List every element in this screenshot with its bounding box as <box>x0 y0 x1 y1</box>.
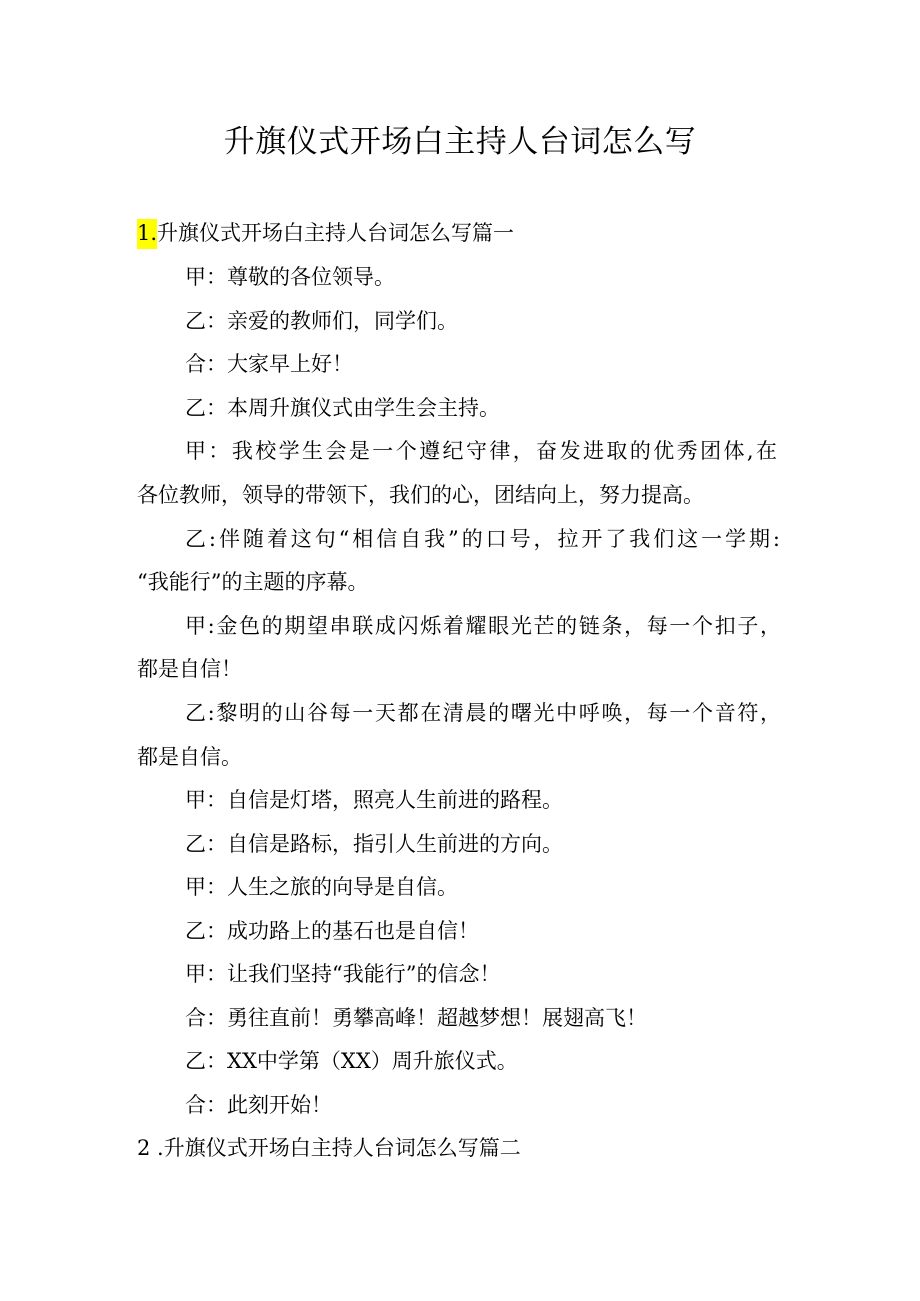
dialogue-line: 甲：人生之旅的向导是自信。 <box>185 875 458 899</box>
dialogue-line: 乙：XX中学第（XX）周升旅仪式。 <box>185 1049 518 1073</box>
dialogue-line: 乙：亲爱的教师们，同学们。 <box>185 309 458 333</box>
dialogue-line: 合：勇往直前！勇攀高峰！超越梦想！展翅高飞！ <box>185 1006 647 1030</box>
dialogue-line-continued: “我能行”的主题的序幕。 <box>137 570 369 594</box>
section-2-heading: 2 .升旗仪式开场白主持人台词怎么写篇二 <box>137 1136 521 1160</box>
dialogue-line: 合：大家早上好！ <box>185 352 353 376</box>
dialogue-line: 甲：我校学生会是一个遵纪守律，奋发进取的优秀团体,在 <box>185 439 777 463</box>
section-1-heading <box>137 217 514 249</box>
dialogue-line: 乙:黎明的山谷每一天都在清晨的曙光中呼唤，每一个音符， <box>185 701 781 725</box>
dialogue-line: 甲：尊敬的各位领导。 <box>185 265 395 289</box>
dialogue-line-continued: 都是自信。 <box>137 745 242 769</box>
dialogue-line: 甲：让我们坚持“我能行”的信念！ <box>185 962 501 986</box>
dialogue-line-continued: 各位教师，领导的带领下，我们的心，团结向上，努力提高。 <box>137 483 704 507</box>
dialogue-line-continued: 都是自信！ <box>137 657 242 681</box>
dialogue-line: 乙:伴随着这句“相信自我”的口号，拉开了我们这一学期: <box>185 527 780 551</box>
section-1-heading-text: 升旗仪式开场白主持人台词怎么写篇一 <box>157 221 515 245</box>
document-title: 升旗仪式开场白主持人台词怎么写 <box>223 124 697 160</box>
dialogue-line: 乙：本周升旗仪式由学生会主持。 <box>185 396 500 420</box>
dialogue-line: 乙：自信是路标，指引人生前进的方向。 <box>185 832 563 856</box>
dialogue-line: 乙：成功路上的基石也是自信！ <box>185 919 479 943</box>
dialogue-line: 甲：自信是灯塔，照亮人生前进的路程。 <box>185 788 563 812</box>
highlighted-section-number: 1. <box>137 219 157 249</box>
dialogue-line: 甲:金色的期望串联成闪烁着耀眼光芒的链条，每一个扣子， <box>185 614 781 638</box>
dialogue-line: 合：此刻开始！ <box>185 1093 332 1117</box>
